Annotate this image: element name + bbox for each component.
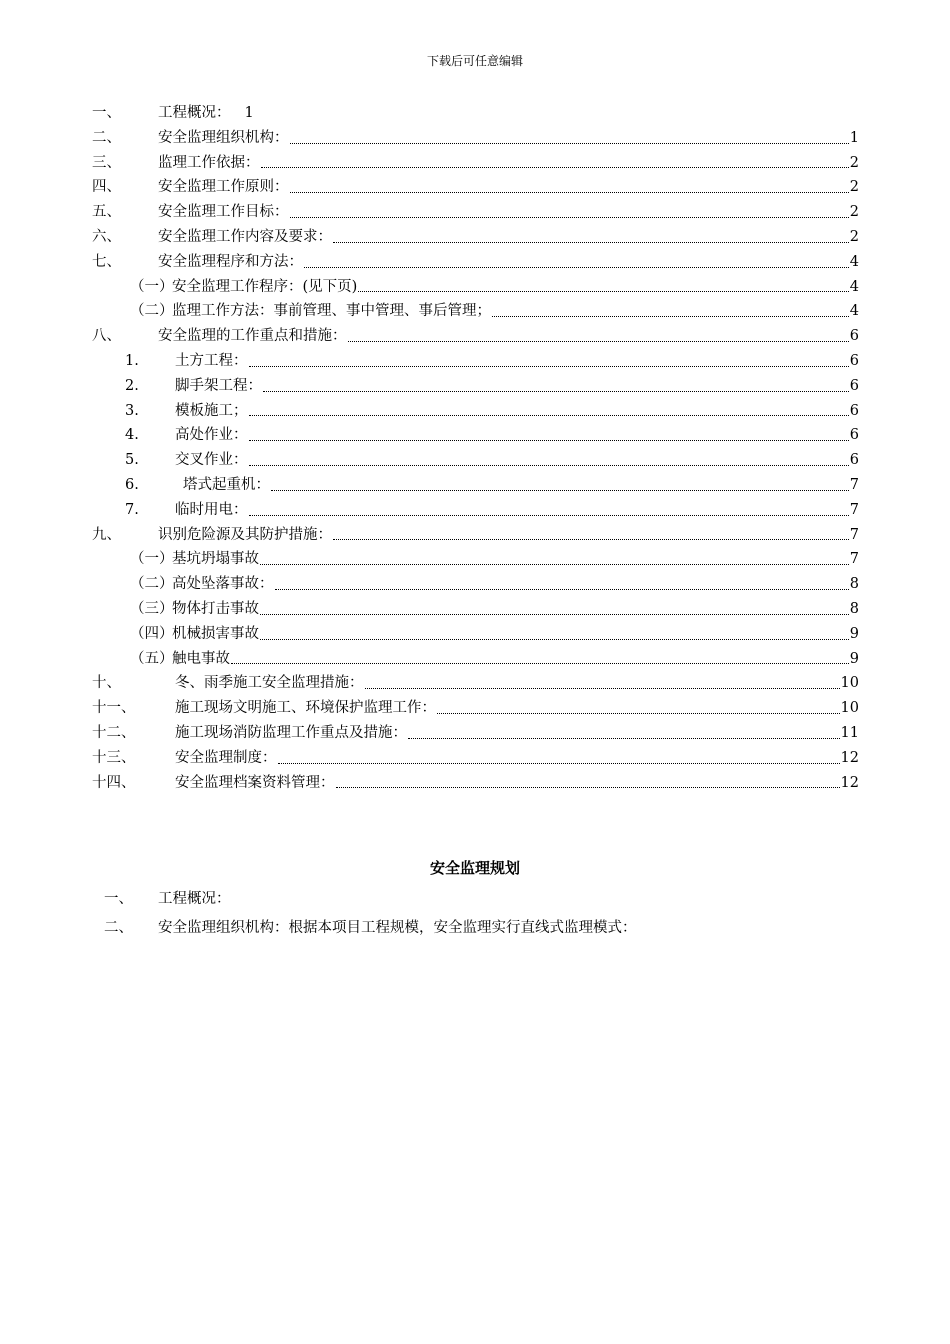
- toc-dot-leader: [263, 391, 849, 392]
- toc-entry-page: 8: [849, 576, 859, 593]
- toc-entry: [92, 572, 859, 597]
- toc-dot-leader: [249, 515, 849, 516]
- toc-entry: [92, 324, 859, 349]
- toc-entry-number: 九、: [92, 526, 121, 543]
- toc-entry: [92, 374, 859, 399]
- toc-entry-page: 2: [849, 154, 859, 171]
- section-number: 二、: [104, 920, 133, 936]
- toc-dot-leader: [249, 465, 849, 466]
- toc-entry-number: 十三、: [92, 749, 136, 766]
- toc-dot-leader: [290, 143, 849, 144]
- toc-entry: [92, 473, 859, 498]
- toc-entry-number: （三）: [130, 600, 174, 617]
- section-number: 一、: [104, 891, 133, 907]
- toc-dot-leader: [249, 415, 849, 416]
- toc-entry-number: 二、: [92, 129, 121, 146]
- toc-entry-text: 塔式起重机：: [183, 476, 270, 493]
- toc-dot-leader: [336, 787, 840, 788]
- toc-entry-number: 十一、: [92, 700, 136, 717]
- section-text: 安全监理组织机构：根据本项目工程规模，安全监理实行直线式监理模式：: [158, 920, 637, 936]
- toc-entry-number: 十、: [92, 675, 121, 692]
- toc-entry-text: 冬、雨季施工安全监理措施：: [175, 675, 364, 692]
- toc-entry: [92, 225, 859, 250]
- toc-entry-page: 6: [849, 328, 859, 345]
- toc-entry: [92, 597, 859, 622]
- toc-entry: [92, 399, 859, 424]
- toc-entry: [92, 275, 859, 300]
- toc-entry: [92, 622, 859, 647]
- toc-dot-leader: [278, 763, 840, 764]
- toc-entry-number: （一）: [130, 278, 174, 295]
- toc-entry-page: 8: [849, 600, 859, 617]
- toc-entry-number: 十四、: [92, 774, 136, 791]
- toc-entry-number: 7.: [125, 501, 139, 518]
- toc-entry: [92, 200, 859, 225]
- toc-dot-leader: [358, 291, 848, 292]
- toc-dot-leader: [304, 267, 849, 268]
- toc-dot-leader: [333, 539, 849, 540]
- toc-entry-text: 安全监理的工作重点和措施：: [158, 328, 347, 345]
- toc-dot-leader: [365, 688, 840, 689]
- toc-entry-text: 安全监理组织机构：: [158, 129, 289, 146]
- toc-entry-page: 12: [840, 774, 859, 791]
- toc-entry-number: 六、: [92, 228, 121, 245]
- toc-entry-page: 2: [849, 228, 859, 245]
- toc-entry: [92, 523, 859, 548]
- toc-entry-number: 十二、: [92, 724, 136, 741]
- toc-entry-text: 识别危险源及其防护措施：: [158, 526, 332, 543]
- toc-entry: [92, 101, 859, 126]
- table-of-contents: [92, 101, 859, 795]
- toc-entry: [92, 721, 859, 746]
- toc-dot-leader: [492, 316, 849, 317]
- toc-entry-number: （一）: [130, 551, 174, 568]
- toc-entry-text: 脚手架工程：: [175, 377, 262, 394]
- toc-entry-page: 6: [849, 402, 859, 419]
- toc-entry-text: 高处作业：: [175, 427, 248, 444]
- toc-dot-leader: [290, 192, 849, 193]
- toc-entry-text: 施工现场消防监理工作重点及措施：: [175, 724, 407, 741]
- toc-dot-leader: [408, 738, 840, 739]
- toc-entry: [92, 547, 859, 572]
- toc-dot-leader: [260, 564, 849, 565]
- toc-entry-page: 12: [840, 749, 859, 766]
- toc-entry-number: 一、: [92, 105, 121, 121]
- toc-entry-number: 四、: [92, 179, 121, 196]
- toc-entry-page: 10: [840, 675, 859, 692]
- toc-entry-number: 1.: [125, 352, 139, 369]
- toc-entry: [92, 671, 859, 696]
- toc-entry-page: 6: [849, 452, 859, 469]
- toc-entry-text: 监理工作方法：事前管理、事中管理、事后管理；: [172, 303, 491, 320]
- toc-entry-number: 七、: [92, 253, 121, 270]
- toc-entry-text: 安全监理工作内容及要求：: [158, 228, 332, 245]
- toc-entry-number: （五）: [130, 650, 174, 667]
- toc-entry-page: 6: [849, 427, 859, 444]
- toc-entry: [92, 696, 859, 721]
- toc-entry-number: 八、: [92, 328, 121, 345]
- toc-entry-number: 5.: [125, 452, 139, 469]
- toc-entry: [92, 126, 859, 151]
- toc-entry-number: 3.: [125, 402, 139, 419]
- toc-entry: [92, 746, 859, 771]
- toc-entry: [92, 498, 859, 523]
- section-heading: [104, 887, 231, 908]
- toc-entry-text: 监理工作依据：: [158, 154, 260, 171]
- page-header: 下载后可任意编辑: [426, 54, 523, 68]
- toc-entry-number: （二）: [130, 576, 174, 593]
- toc-entry: [92, 423, 859, 448]
- toc-entry-number: 五、: [92, 204, 121, 221]
- toc-entry-page: 10: [840, 700, 859, 717]
- toc-entry-number: 2.: [125, 377, 139, 394]
- toc-entry: [92, 299, 859, 324]
- toc-entry: [92, 647, 859, 672]
- toc-entry-page: 9: [849, 650, 859, 667]
- toc-entry-page: 11: [840, 724, 859, 741]
- toc-entry: [92, 250, 859, 275]
- toc-entry-text: 安全监理工作程序：(见下页): [172, 278, 358, 295]
- toc-entry-page: 4: [849, 303, 859, 320]
- toc-dot-leader: [333, 242, 849, 243]
- toc-dot-leader: [249, 440, 849, 441]
- toc-entry-text: 施工现场文明施工、环境保护监理工作：: [175, 700, 436, 717]
- toc-entry-number: 6.: [125, 476, 139, 493]
- toc-entry-number: （四）: [130, 625, 174, 642]
- toc-entry-page: 9: [849, 625, 859, 642]
- toc-entry-number: 三、: [92, 154, 121, 171]
- toc-dot-leader: [261, 167, 849, 168]
- section-text: 工程概况：: [158, 891, 231, 907]
- toc-entry-text: 基坑坍塌事故: [172, 551, 259, 568]
- toc-entry-page: 7: [849, 551, 859, 568]
- toc-entry-number: 4.: [125, 427, 139, 444]
- section-heading: [104, 916, 637, 937]
- toc-entry-text: 物体打击事故: [172, 600, 259, 617]
- toc-entry: [92, 448, 859, 473]
- toc-entry-text: 安全监理制度：: [175, 749, 277, 766]
- toc-entry-page: 7: [849, 526, 859, 543]
- toc-entry-text: 机械损害事故: [172, 625, 259, 642]
- toc-entry: [92, 771, 859, 796]
- toc-entry-text: 交叉作业：: [175, 452, 248, 469]
- toc-entry-page: 7: [849, 476, 859, 493]
- toc-entry-page: 2: [849, 204, 859, 221]
- toc-entry-text: 安全监理程序和方法：: [158, 253, 303, 270]
- toc-entry: [92, 349, 859, 374]
- toc-entry-page: 6: [849, 377, 859, 394]
- toc-entry-text: 土方工程：: [175, 352, 248, 369]
- toc-entry-page: 1: [849, 129, 859, 146]
- toc-entry-text: 安全监理工作目标：: [158, 204, 289, 221]
- toc-entry-text: 安全监理档案资料管理：: [175, 774, 335, 791]
- toc-entry: [92, 175, 859, 200]
- toc-entry-text: 触电事故: [172, 650, 230, 667]
- toc-dot-leader: [271, 490, 849, 491]
- toc-entry-page: 2: [849, 179, 859, 196]
- toc-entry-text: 工程概况：: [158, 105, 231, 121]
- toc-entry-text: 模板施工；: [175, 402, 248, 419]
- document-title: 安全监理规划: [429, 859, 520, 877]
- toc-dot-leader: [290, 217, 849, 218]
- toc-dot-leader: [260, 639, 849, 640]
- toc-entry-number: （二）: [130, 303, 174, 320]
- toc-entry-text: 安全监理工作原则：: [158, 179, 289, 196]
- toc-dot-leader: [275, 589, 849, 590]
- toc-entry-page: 4: [849, 253, 859, 270]
- toc-entry-text: 高处坠落事故：: [172, 576, 274, 593]
- toc-dot-leader: [348, 341, 849, 342]
- toc-dot-leader: [231, 663, 849, 664]
- toc-dot-leader: [260, 614, 849, 615]
- toc-entry-page: 7: [849, 501, 859, 518]
- toc-dot-leader: [249, 366, 849, 367]
- toc-entry-page: 6: [849, 352, 859, 369]
- toc-dot-leader: [437, 713, 840, 714]
- toc-entry-page: 1: [244, 105, 254, 121]
- toc-entry-page: 4: [849, 278, 859, 295]
- toc-entry-text: 临时用电：: [175, 501, 248, 518]
- toc-entry: [92, 151, 859, 176]
